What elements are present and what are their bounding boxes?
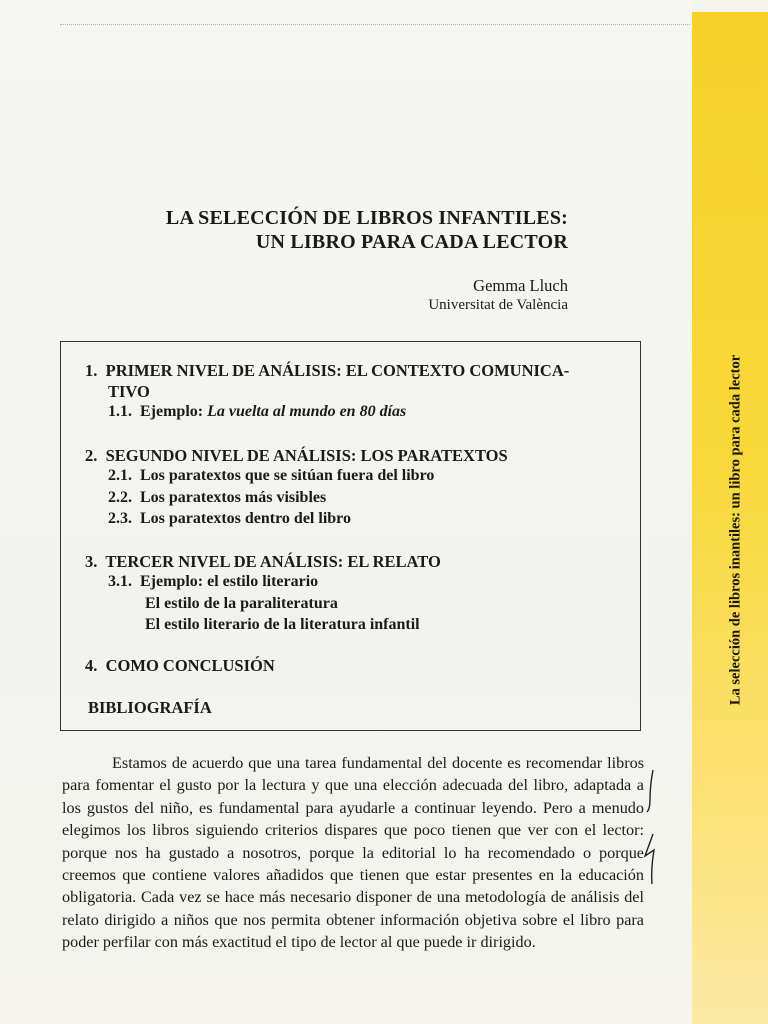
- body-paragraph: Estamos de acuerdo que una tarea fundamental del docente es recomendar libros para fomentar el gusto por la lectura y que una elección adecuada del libro, adaptada a los gustos del niño, es fundamental para ayudarle a continuar leyendo. Pero a menudo elegimos los libros siguiendo criterios dispares que poco tienen que ver con el lector: porque nos ha gustado a nosotros, porque la editorial lo ha recomendado o porque creemos que contiene valores añadidos que tienen que estar presentes en la educación obligatoria. Cada vez se hace más necesario disponer de una metodología de análisis del relato dirigido a niños que nos permita obtener información objetiva sobre el libro para poder perfilar con más exactitud el tipo de lector al que puede ir dirigido.: [62, 754, 644, 952]
- margin-mark-1: [644, 768, 658, 814]
- toc-item-2-1: 2.1. Los paratextos que se sitúan fuera del libro: [108, 467, 435, 484]
- toc-item-3-1-a: El estilo de la paraliteratura: [145, 595, 338, 612]
- toc-item-3-1: 3.1. Ejemplo: el estilo literario: [108, 573, 319, 590]
- toc-item-3: 3. TERCER NIVEL DE ANÁLISIS: EL RELATO: [85, 552, 441, 571]
- top-rule: [60, 24, 690, 25]
- side-running-title: La selección de libros inantiles: un libro para cada lector: [727, 354, 744, 706]
- toc-item-4: 4. COMO CONCLUSIÓN: [85, 656, 275, 675]
- chapter-title: [166, 206, 568, 254]
- toc-item-3-1-b: El estilo literario de la literatura infantil: [145, 616, 420, 633]
- table-of-contents: [60, 341, 641, 731]
- toc-item-1-cont: TIVO: [108, 382, 150, 401]
- toc-item-1: 1. PRIMER NIVEL DE ANÁLISIS: EL CONTEXTO COMUNICA-: [85, 361, 570, 380]
- margin-mark-2: [642, 832, 658, 888]
- toc-item-1-1: 1.1. Ejemplo: La vuelta al mundo en 80 días: [108, 403, 407, 420]
- chapter-title-line-1: LA SELECCIÓN DE LIBROS INFANTILES:: [165, 207, 568, 229]
- author-affiliation: Universitat de València: [428, 297, 568, 313]
- body-paragraph-block: [62, 752, 644, 954]
- toc-item-2-2: 2.2. Los paratextos más visibles: [108, 489, 327, 506]
- toc-bibliography: BIBLIOGRAFÍA: [88, 698, 212, 717]
- toc-item-2: 2. SEGUNDO NIVEL DE ANÁLISIS: LOS PARATEXTOS: [85, 446, 508, 465]
- toc-item-2-3: 2.3. Los paratextos dentro del libro: [108, 510, 351, 527]
- author-name: Gemma Lluch: [473, 276, 568, 295]
- chapter-title-line-2: UN LIBRO PARA CADA LECTOR: [255, 231, 568, 253]
